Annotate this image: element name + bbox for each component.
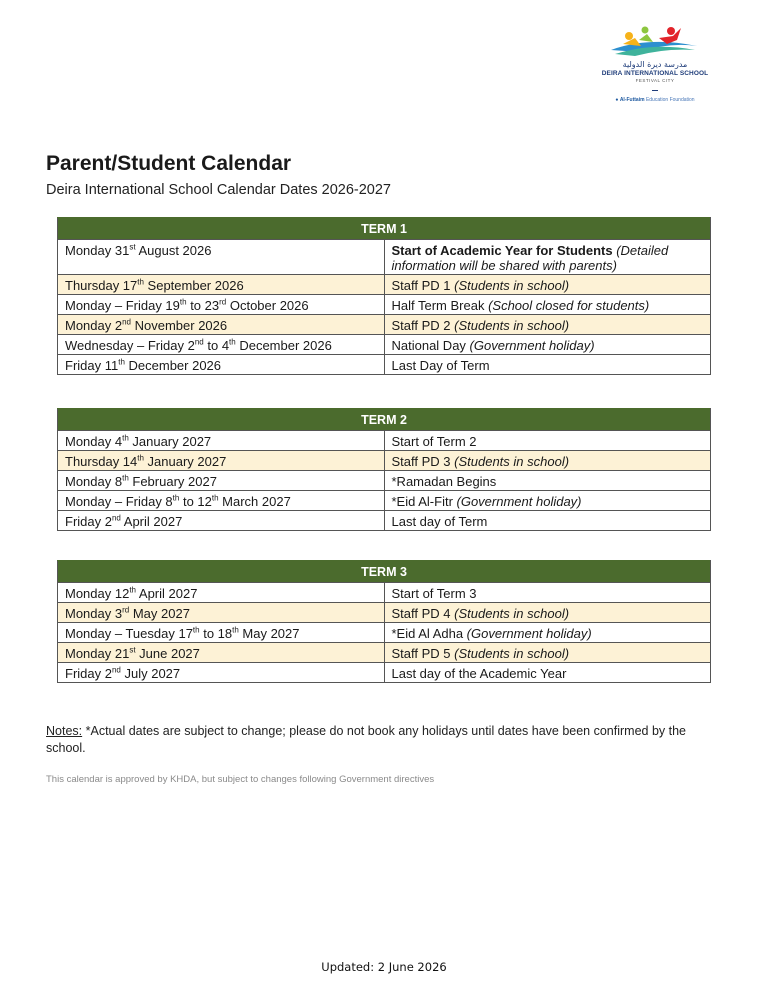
date-text: Friday 11 xyxy=(65,358,119,373)
calendar-row xyxy=(58,623,711,643)
event-text: Half Term Break xyxy=(391,298,489,313)
date-text: June 2027 xyxy=(135,646,200,661)
logo-location: FESTIVAL CITY xyxy=(635,78,675,83)
term-heading: TERM 3 xyxy=(58,561,711,583)
calendar-row xyxy=(58,431,711,451)
event-cell xyxy=(384,355,711,375)
event-note: (Government holiday) xyxy=(466,626,592,641)
date-text: Monday 21 xyxy=(65,646,130,661)
approval-note: This calendar is approved by KHDA, but subject to changes following Government directives xyxy=(46,774,435,785)
event-note: (Students in school) xyxy=(454,606,570,621)
date-text: Monday 3 xyxy=(65,606,123,621)
calendar-row xyxy=(58,511,711,531)
date-cell xyxy=(58,315,385,335)
date-text: Monday – Friday 8 xyxy=(65,494,173,509)
date-cell xyxy=(58,240,385,275)
date-ordinal-suffix: th xyxy=(211,493,219,503)
term-header-row xyxy=(58,561,711,583)
calendar-row xyxy=(58,355,711,375)
date-ordinal-suffix: nd xyxy=(111,665,121,675)
school-logo xyxy=(600,24,710,124)
date-text: Friday 2 xyxy=(65,666,112,681)
date-ordinal-suffix: nd xyxy=(122,317,131,327)
date-ordinal-suffix: rd xyxy=(122,605,130,615)
date-text: Monday – Tuesday 17 xyxy=(65,626,193,641)
date-text: Thursday 17 xyxy=(65,278,138,293)
calendar-row xyxy=(58,451,711,471)
event-cell xyxy=(384,623,711,643)
date-ordinal-suffix: th xyxy=(172,493,180,503)
date-cell xyxy=(58,295,385,315)
event-cell xyxy=(384,315,711,335)
date-text: February 2027 xyxy=(128,474,217,489)
date-cell xyxy=(58,603,385,623)
event-note: (School closed for students) xyxy=(488,298,650,313)
event-text: *Eid Al Adha xyxy=(391,626,467,641)
term-table xyxy=(57,560,711,683)
calendar-row xyxy=(58,643,711,663)
event-text: Start of Term 3 xyxy=(391,586,477,601)
date-text: Friday 2 xyxy=(65,514,112,529)
event-cell xyxy=(384,275,711,295)
date-text: Wednesday – Friday 2 xyxy=(65,338,195,353)
date-cell xyxy=(58,623,385,643)
date-ordinal-suffix: st xyxy=(129,645,136,655)
foundation-brand: Al-Futtaim xyxy=(619,97,645,103)
logo-school-name: DEIRA INTERNATIONAL SCHOOL xyxy=(601,70,709,77)
date-ordinal-suffix: rd xyxy=(219,297,227,307)
logo-divider xyxy=(652,90,658,91)
date-text: to 18 xyxy=(199,626,233,641)
event-cell xyxy=(384,603,711,623)
event-note: (Students in school) xyxy=(454,646,570,661)
event-text: National Day xyxy=(391,338,470,353)
date-cell xyxy=(58,431,385,451)
school-crest-icon xyxy=(609,24,701,58)
date-ordinal-suffix: th xyxy=(122,433,129,443)
date-text: Monday – Friday 19 xyxy=(65,298,180,313)
foundation-icon: ● xyxy=(615,97,619,103)
updated-footer: Updated: 2 June 2026 xyxy=(321,960,447,974)
page-subtitle: Deira International School Calendar Dates 2026-2027 xyxy=(46,182,391,198)
date-cell xyxy=(58,663,385,683)
date-ordinal-suffix: th xyxy=(229,337,236,347)
date-text: May 2027 xyxy=(129,606,190,621)
calendar-row xyxy=(58,335,711,355)
term-table xyxy=(57,408,711,531)
date-text: to 23 xyxy=(186,298,220,313)
calendar-row xyxy=(58,295,711,315)
calendar-row xyxy=(58,240,711,275)
date-text: Monday 8 xyxy=(65,474,123,489)
event-cell xyxy=(384,295,711,315)
date-text: Monday 12 xyxy=(65,586,130,601)
event-cell xyxy=(384,451,711,471)
date-text: Monday 31 xyxy=(65,243,130,258)
date-cell xyxy=(58,491,385,511)
event-text: Staff PD 4 xyxy=(391,606,455,621)
date-text: December 2026 xyxy=(235,338,332,353)
date-text: October 2026 xyxy=(226,298,309,313)
foundation-logo xyxy=(600,96,710,104)
date-text: December 2026 xyxy=(124,358,222,373)
term-table xyxy=(57,217,711,375)
calendar-row xyxy=(58,275,711,295)
foundation-text: Education Foundation xyxy=(645,97,695,103)
event-cell xyxy=(384,663,711,683)
date-cell xyxy=(58,643,385,663)
calendar-row xyxy=(58,491,711,511)
date-cell xyxy=(58,451,385,471)
date-ordinal-suffix: nd xyxy=(194,337,204,347)
event-text: Last day of the Academic Year xyxy=(391,666,567,681)
event-note: (Students in school) xyxy=(454,454,570,469)
calendar-row xyxy=(58,315,711,335)
term-heading: TERM 1 xyxy=(58,218,711,240)
date-cell xyxy=(58,355,385,375)
date-text: January 2027 xyxy=(128,434,212,449)
event-note: (Government holiday) xyxy=(469,338,595,353)
notes-label: Notes: xyxy=(46,724,83,738)
date-ordinal-suffix: th xyxy=(129,585,136,595)
date-text: Monday 2 xyxy=(65,318,123,333)
event-cell xyxy=(384,240,711,275)
event-cell xyxy=(384,431,711,451)
date-text: November 2026 xyxy=(131,318,228,333)
date-ordinal-suffix: th xyxy=(137,453,144,463)
term-header-row xyxy=(58,218,711,240)
date-cell xyxy=(58,583,385,603)
event-note: (Detailed information will be shared with parents) xyxy=(391,243,669,273)
date-cell xyxy=(58,335,385,355)
calendar-row xyxy=(58,583,711,603)
date-ordinal-suffix: th xyxy=(192,625,200,635)
event-title-bold: Start of Academic Year for Students xyxy=(391,243,613,258)
event-cell xyxy=(384,471,711,491)
event-text: Staff PD 2 xyxy=(391,318,455,333)
event-cell xyxy=(384,491,711,511)
event-cell xyxy=(384,643,711,663)
date-text: April 2027 xyxy=(136,586,198,601)
date-text: September 2026 xyxy=(143,278,244,293)
date-cell xyxy=(58,471,385,491)
event-note: (Government holiday) xyxy=(456,494,582,509)
event-text: Last day of Term xyxy=(391,514,488,529)
notes xyxy=(46,723,686,757)
event-text: Last Day of Term xyxy=(391,358,490,373)
date-ordinal-suffix: th xyxy=(137,277,144,287)
date-text: to 12 xyxy=(179,494,212,509)
event-text: Staff PD 1 xyxy=(391,278,455,293)
date-text: March 2027 xyxy=(218,494,291,509)
page-title: Parent/Student Calendar xyxy=(46,152,292,175)
calendar-row xyxy=(58,663,711,683)
event-cell xyxy=(384,583,711,603)
date-text: August 2026 xyxy=(135,243,212,258)
date-ordinal-suffix: st xyxy=(129,242,136,252)
event-text: Staff PD 5 xyxy=(391,646,455,661)
calendar-row xyxy=(58,603,711,623)
calendar-row xyxy=(58,471,711,491)
term-heading: TERM 2 xyxy=(58,409,711,431)
date-text: April 2027 xyxy=(120,514,183,529)
date-ordinal-suffix: th xyxy=(122,473,129,483)
event-note: (Students in school) xyxy=(454,278,570,293)
date-ordinal-suffix: th xyxy=(232,625,239,635)
date-ordinal-suffix: th xyxy=(179,297,187,307)
event-text: Start of Term 2 xyxy=(391,434,477,449)
event-text: *Ramadan Begins xyxy=(391,474,497,489)
event-cell xyxy=(384,511,711,531)
event-note: (Students in school) xyxy=(454,318,570,333)
date-text: January 2027 xyxy=(143,454,227,469)
term-header-row xyxy=(58,409,711,431)
event-text: *Eid Al-Fitr xyxy=(391,494,457,509)
date-text: Thursday 14 xyxy=(65,454,138,469)
event-text: Staff PD 3 xyxy=(391,454,455,469)
date-text: to 4 xyxy=(203,338,230,353)
date-text: May 2027 xyxy=(238,626,300,641)
event-cell xyxy=(384,335,711,355)
notes-text: *Actual dates are subject to change; please do not book any holidays until dates have been confirmed by the school. xyxy=(46,724,687,755)
date-text: July 2027 xyxy=(120,666,181,681)
date-text: Monday 4 xyxy=(65,434,123,449)
logo-arabic-name: مدرسة ديرة الدولية xyxy=(622,60,688,69)
date-cell xyxy=(58,511,385,531)
date-cell xyxy=(58,275,385,295)
date-ordinal-suffix: nd xyxy=(111,513,121,523)
date-ordinal-suffix: th xyxy=(118,357,125,367)
